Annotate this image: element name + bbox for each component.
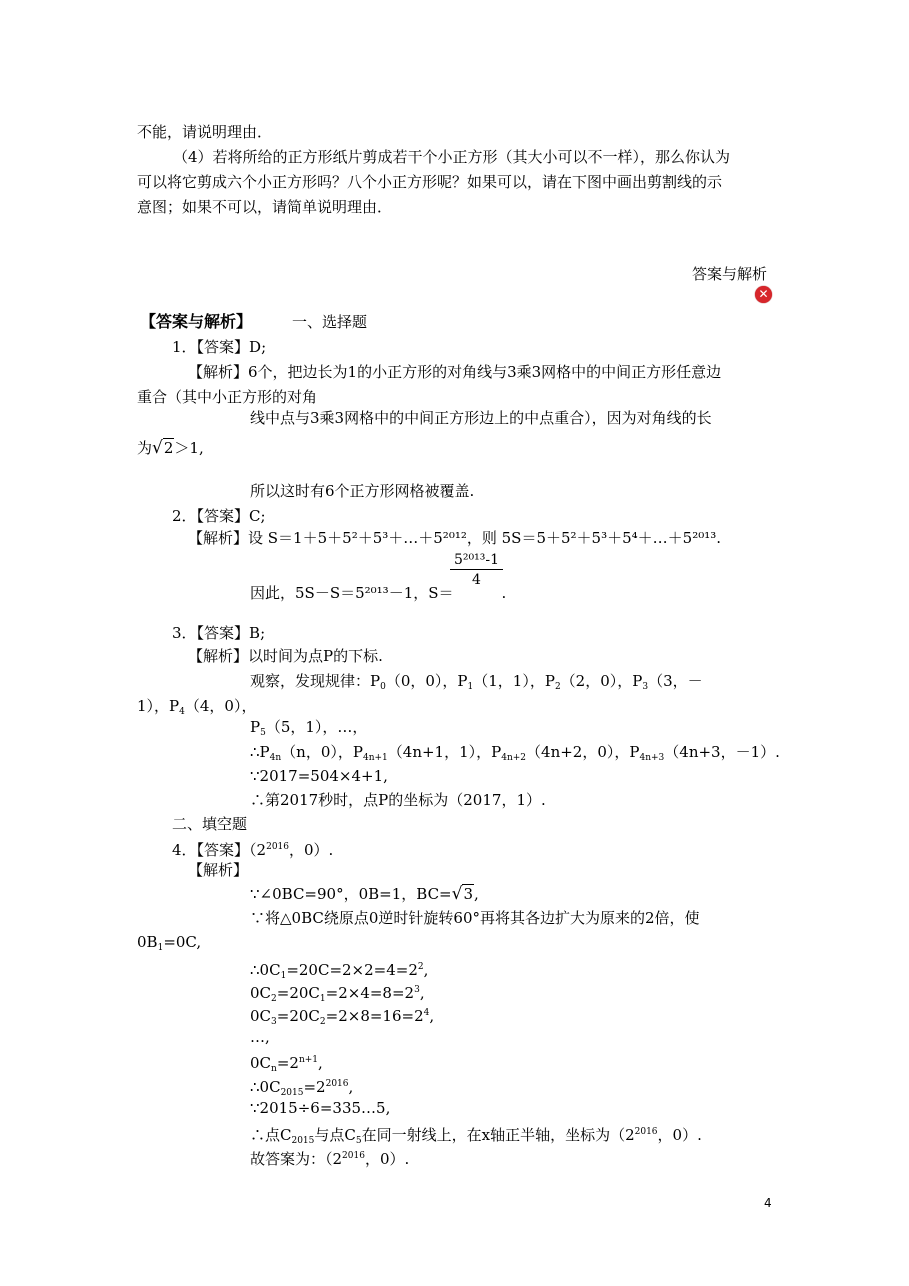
sqrt-symbol: √: [451, 884, 463, 904]
answer-4-line12: 故答案为：（$2^{2016}$，0）.: [250, 1150, 410, 1168]
answer-4: 4．【答案】（$2^{2016}$，0）.: [172, 841, 334, 859]
answer-1-exp-line1: 【解析】6个，把边长为1的小正方形的对角线与3乘3网格中的中间正方形任意边: [188, 363, 722, 381]
answer-4-line4: $\therefore 0C_1=20C=2\times 2=4=2^2$,: [250, 961, 429, 981]
q4-line-4: 意图；如果不可以，请简单说明理由．: [137, 198, 393, 216]
answer-3-exp-line2: 观察，发现规律：$P_0(0$，0），$P_1(1$，1），$P_2(2$，0），$P_3(3$，－: [250, 672, 703, 692]
sqrt-symbol: √: [152, 438, 163, 458]
answer-2-exp-line1: 【解析】设 S＝1＋5＋5²＋5³＋…＋5²⁰¹²，则 5S＝5＋5²＋5³＋5⁴＋…＋5²⁰¹³.: [188, 529, 722, 547]
answer-3-exp-line4: $P_5(5$，1），…，: [250, 718, 368, 738]
q4-line-1: 不能，请说明理由．: [137, 123, 273, 141]
page-number: 4: [764, 1196, 772, 1210]
answer-2: 2．【答案】C;: [172, 507, 266, 525]
answer-4-line8: $0C_n=2^{n+1}$,: [250, 1054, 323, 1074]
answer-4-line1: ∵∠0BC=90°，0B=1，BC=√3,: [250, 884, 479, 904]
answer-4-line10: ∵2015÷6=335…5,: [250, 1099, 391, 1117]
answer-1-exp-line3: 线中点与3乘3网格中的中间正方形边上的中点重合），因为对角线的长: [250, 409, 712, 427]
answer-4-exp-label: 【解析】: [188, 861, 249, 879]
fraction-denominator: 4: [472, 572, 481, 588]
section-title-fill: 二、填空题: [172, 815, 248, 833]
answer-4-line5: $0C_2=20C_1=2\times 4=8=2^3$,: [250, 984, 425, 1004]
answer-3-exp-line3: 1），$P_4(4$，0），: [137, 697, 257, 717]
answer-3-exp-line1: 【解析】以时间为点P的下标.: [188, 647, 383, 665]
q4-line-3: 可以将它剪成六个小正方形吗？八个小正方形呢？如果可以，请在下图中画出剪割线的示: [137, 173, 723, 191]
answer-3-exp-line6: ∵2017=504×4+1,: [250, 767, 388, 785]
answer-4-line6: $0C_3=20C_2=2\times 8=16=2^4$,: [250, 1007, 435, 1027]
fraction-numerator: 5²⁰¹³-1: [450, 551, 503, 570]
answer-1-exp-line2: 重合（其中小正方形的对角: [137, 388, 318, 406]
answer-4-line2: ∵将△0BC绕原点0逆时针旋转60°再将其各边扩大为原来的2倍，使: [250, 909, 700, 927]
answer-1: 1．【答案】D;: [172, 338, 267, 356]
answer-3-exp-line7: ∴第2017秒时，点P的坐标为（2017，1）.: [250, 791, 546, 809]
section-title-choice: 一、选择题: [292, 313, 368, 331]
q4-line-2: （4）若将所给的正方形纸片剪成若干个小正方形（其大小可以不一样），那么你认为: [173, 148, 731, 166]
answer-2-exp-line2: 因此，5S－S＝5²⁰¹³－1，S＝ .: [250, 584, 507, 602]
answer-3-exp-line5: $\therefore P_{4n}(n$，0），$P_{4n+1}(4n+1$，1），$P_{4n+2}(4n+2$，0），$P_{4n+3}(4n+3$，－1）.: [250, 743, 780, 763]
answer-1-exp-line5: 所以这时有6个正方形网格被覆盖.: [250, 482, 475, 500]
answer-4-line9: $\therefore 0C_{2015}=2^{2016}$,: [250, 1078, 354, 1098]
answer-4-line7: …,: [250, 1028, 270, 1046]
answer-heading: 【答案与解析】: [140, 312, 253, 331]
answer-1-exp-line4: 为√2＞1,: [137, 438, 204, 458]
close-icon[interactable]: ✕: [755, 286, 772, 303]
answer-4-line3: $0B_1=0C$,: [137, 933, 202, 953]
answer-4-line11: ∴点$C_{2015}$与点$C_5$在同一射线上，在x轴正半轴，坐标为（$2^{2016}$，0）.: [250, 1126, 702, 1146]
answer-3: 3．【答案】B;: [172, 624, 266, 642]
answer-toggle-link[interactable]: 答案与解析: [692, 265, 768, 283]
